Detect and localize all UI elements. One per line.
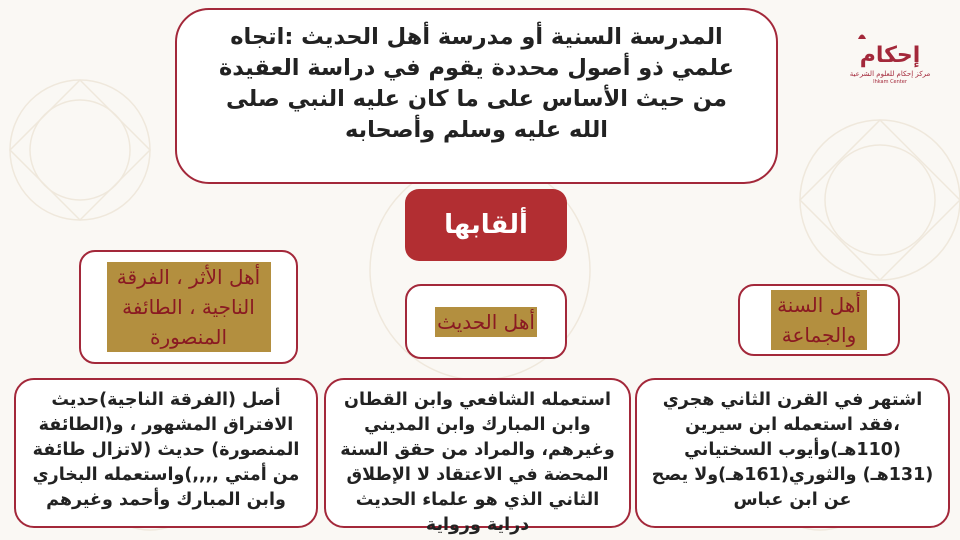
logo-subtitle: مركز إحكام للعلوم الشرعية xyxy=(849,70,931,78)
label-sunnah: أهل السنة والجماعة xyxy=(771,290,867,350)
description-hadith xyxy=(324,378,631,535)
description-hadith-text: استعمله الشافعي وابن القطان وابن المبارك وابن المديني وغيرهم، والمراد من حقق السنة المحضة في الاعتقاد لا الإطلاق الثاني الذي هو علماء الحديث دراية ورواية xyxy=(340,390,615,535)
title-box xyxy=(405,189,567,261)
label-box-hadith xyxy=(405,284,567,359)
description-athar xyxy=(14,378,318,528)
label-hadith: أهل الحديث xyxy=(435,307,537,337)
label-box-athar xyxy=(79,250,298,364)
logo-dome-icon xyxy=(848,29,932,39)
description-sunnah xyxy=(635,378,950,528)
definition-box xyxy=(175,8,778,184)
definition-text: المدرسة السنية أو مدرسة أهل الحديث :اتجاه علمي ذو أصول محددة يقوم في دراسة العقيدة من حيث الأساس على ما كان عليه النبي صلى الله عليه وسلم وأصحابه xyxy=(218,24,735,143)
title-text: ألقابها xyxy=(444,210,528,240)
label-athar: أهل الأثر ، الفرقة الناجية ، الطائفة المنصورة xyxy=(107,262,271,352)
logo-tagline: Ihkam Center xyxy=(873,79,907,85)
description-athar-text: أصل (الفرقة الناجية)حديث الافتراق المشهور ، و(الطائفة المنصورة) حديث (لاتزال طائفة من أمتي ,,,,)واستعمله البخاري وابن المبارك وأحمد وغيرهم xyxy=(32,390,300,510)
description-sunnah-text: اشتهر في القرن الثاني هجري ،فقد استعمله ابن سيرين (110هـ)وأيوب السختياني (131هـ) والثوري(161هـ)ولا يصح عن ابن عباس xyxy=(651,390,934,510)
label-box-sunnah xyxy=(738,284,900,356)
logo-name: إحكام xyxy=(859,43,921,68)
ihkam-logo xyxy=(848,24,932,85)
